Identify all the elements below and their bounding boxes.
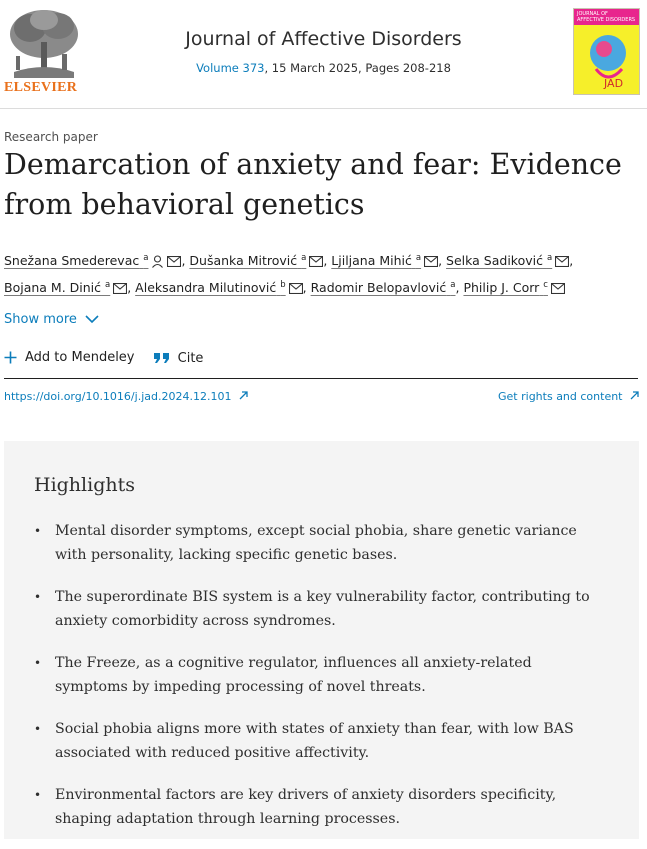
add-to-mendeley-button[interactable] <box>4 350 135 365</box>
add-to-mendeley-label: Add to Mendeley <box>25 350 135 365</box>
author-list: Snežana Smederevac $^a$ , Dušanka Mitrović $^a$ , Ljiljana Mihić $^a$ , Selka Sadiković $^a$ , Bojana M. Dinić $^a$ , Aleksandra Milutinović $^b$ , Radomir Belopavlović $^a$, Philip J. Corr $^c$ <box>4 253 574 296</box>
doi-text: https://doi.org/10.1016/j.jad.2024.12.101 <box>4 390 232 403</box>
cover-title: JOURNAL OF AFFECTIVE DISORDERS <box>574 9 639 25</box>
author-link[interactable]: Dušanka Mitrović $^a$ <box>189 253 323 268</box>
email-icon[interactable] <box>551 283 565 294</box>
volume-details: , 15 March 2025, Pages 208-218 <box>264 61 451 75</box>
highlights-section <box>4 441 639 839</box>
rights-text: Get rights and content <box>498 390 623 403</box>
article-title: Demarcation of anxiety and fear: Evidence from behavioral genetics <box>4 148 622 221</box>
doi-link[interactable] <box>4 390 248 403</box>
cover-head-illustration <box>574 25 639 95</box>
external-link-icon <box>239 391 248 400</box>
highlight-item: • Environmental factors are key drivers of anxiety disorders specificity, shaping adaptation through learning processes. <box>34 783 594 831</box>
journal-cover-image[interactable] <box>573 8 640 95</box>
author-link[interactable]: Bojana M. Dinić $^a$ <box>4 280 127 295</box>
author-link[interactable]: Radomir Belopavlović $^a$ <box>310 280 456 296</box>
email-icon[interactable] <box>555 256 569 267</box>
highlight-item: • Mental disorder symptoms, except social phobia, share genetic variance with personality, lacking specific genetic bases. <box>34 519 594 567</box>
journal-title[interactable]: Journal of Affective Disorders <box>185 28 462 50</box>
highlights-heading: Highlights <box>34 474 135 496</box>
external-link-icon <box>630 391 639 400</box>
highlight-item: • The Freeze, as a cognitive regulator, influences all anxiety-related symptoms by impeding processing of novel threats. <box>34 651 594 699</box>
volume-line <box>0 61 647 75</box>
journal-header <box>0 0 647 109</box>
quote-icon <box>153 352 171 364</box>
show-more-button[interactable] <box>4 312 99 327</box>
cite-button[interactable] <box>153 351 204 366</box>
person-icon[interactable] <box>151 255 164 268</box>
author-link[interactable]: Selka Sadiković $^a$ <box>446 253 569 268</box>
get-rights-link[interactable] <box>498 390 639 403</box>
publisher-wordmark[interactable]: ELSEVIER <box>4 80 78 95</box>
article-type: Research paper <box>4 130 98 144</box>
email-icon[interactable] <box>309 256 323 267</box>
chevron-down-icon <box>85 315 99 324</box>
email-icon[interactable] <box>289 283 303 294</box>
highlights-list <box>34 519 594 849</box>
article-tools <box>4 350 217 368</box>
author-link[interactable]: Philip J. Corr $^c$ <box>463 280 565 295</box>
cover-brand: JAD <box>604 77 624 90</box>
author-link[interactable]: Aleksandra Milutinović $^b$ <box>135 280 303 295</box>
highlight-item: • Social phobia aligns more with states of anxiety than fear, with low BAS associated with reduced positive affectivity. <box>34 717 594 765</box>
show-more-label: Show more <box>4 312 77 327</box>
author-link[interactable]: Snežana Smederevac $^a$ <box>4 253 181 268</box>
email-icon[interactable] <box>167 256 181 267</box>
highlight-item: • The superordinate BIS system is a key vulnerability factor, contributing to anxiety comorbidity across syndromes. <box>34 585 594 633</box>
cite-label: Cite <box>177 350 204 366</box>
section-divider <box>4 378 638 379</box>
author-link[interactable]: Ljiljana Mihić $^a$ <box>331 253 438 268</box>
plus-icon <box>4 351 17 364</box>
volume-link[interactable]: Volume 373 <box>196 61 265 75</box>
email-icon[interactable] <box>113 283 127 294</box>
email-icon[interactable] <box>424 256 438 267</box>
